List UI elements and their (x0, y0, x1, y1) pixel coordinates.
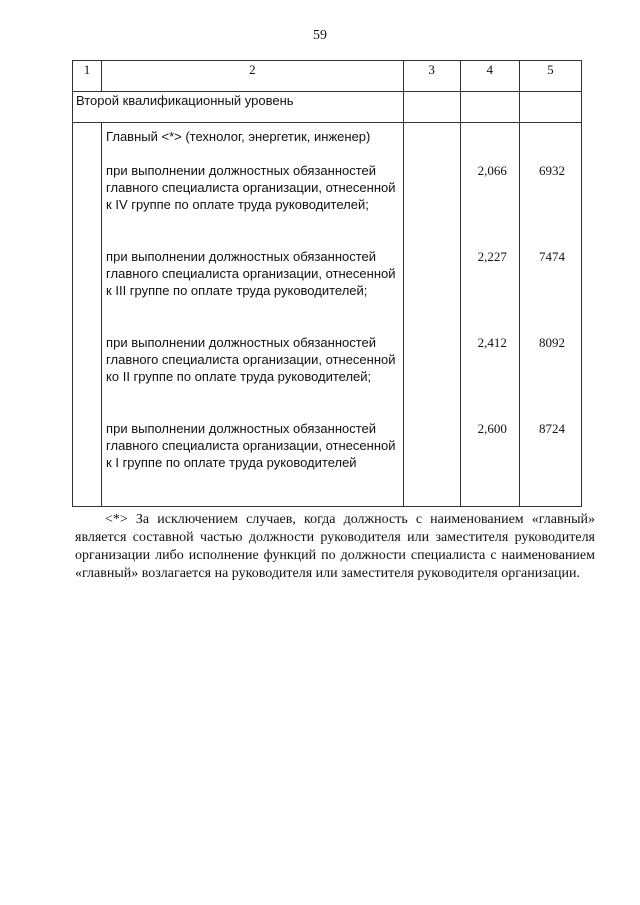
table-header-row (73, 61, 582, 92)
coefficient-value: 2,066 (477, 163, 507, 178)
page-number: 59 (313, 28, 327, 43)
position-title: Главный <*> (технолог, энергетик, инженер) (106, 129, 371, 144)
positions-row (73, 123, 582, 507)
salary-value: 8092 (539, 335, 565, 350)
header-cell-3: 3 (403, 61, 460, 92)
header-cell-5: 5 (519, 61, 581, 92)
coefficient-column-cell (460, 123, 519, 507)
level-cell-5 (519, 92, 581, 123)
salary-value: 7474 (539, 249, 565, 264)
header-cell-4: 4 (460, 61, 519, 92)
positions-description-cell (102, 123, 404, 507)
header-cell-1: 1 (73, 61, 102, 92)
positions-cell-1 (73, 123, 102, 507)
salary-column-cell (519, 123, 581, 507)
list-item: при выполнении должностных обязанностей главного специалиста организации, отнесенной к III группе по оплате труда руководителей; (106, 249, 396, 298)
positions-cell-3 (403, 123, 460, 507)
list-item: при выполнении должностных обязанностей главного специалиста организации, отнесенной к IV группе по оплате труда руководителей; (106, 163, 396, 212)
salary-table (72, 60, 582, 507)
salary-value: 6932 (539, 163, 565, 178)
qualification-level-label: Второй квалификационный уровень (73, 92, 404, 123)
header-cell-2: 2 (102, 61, 404, 92)
list-item: при выполнении должностных обязанностей главного специалиста организации, отнесенной ко II группе по оплате труда руководителей; (106, 335, 396, 384)
level-cell-3 (403, 92, 460, 123)
level-cell-4 (460, 92, 519, 123)
coefficient-value: 2,227 (477, 249, 507, 264)
coefficient-value: 2,412 (477, 335, 507, 350)
footnote-text: <*> За исключением случаев, когда должность с наименованием «главный» является составной частью должности руководителя или заместителя руководителя организации либо исполнение функций по должности специалиста с наименованием «главный» возлагается на руководителя или заместителя руководителя организации. (75, 512, 595, 581)
list-item: при выполнении должностных обязанностей главного специалиста организации, отнесенной к I группе по оплате труда руководителей (106, 421, 396, 470)
salary-value: 8724 (539, 421, 565, 436)
qualification-level-row (73, 92, 582, 123)
coefficient-value: 2,600 (477, 421, 507, 436)
